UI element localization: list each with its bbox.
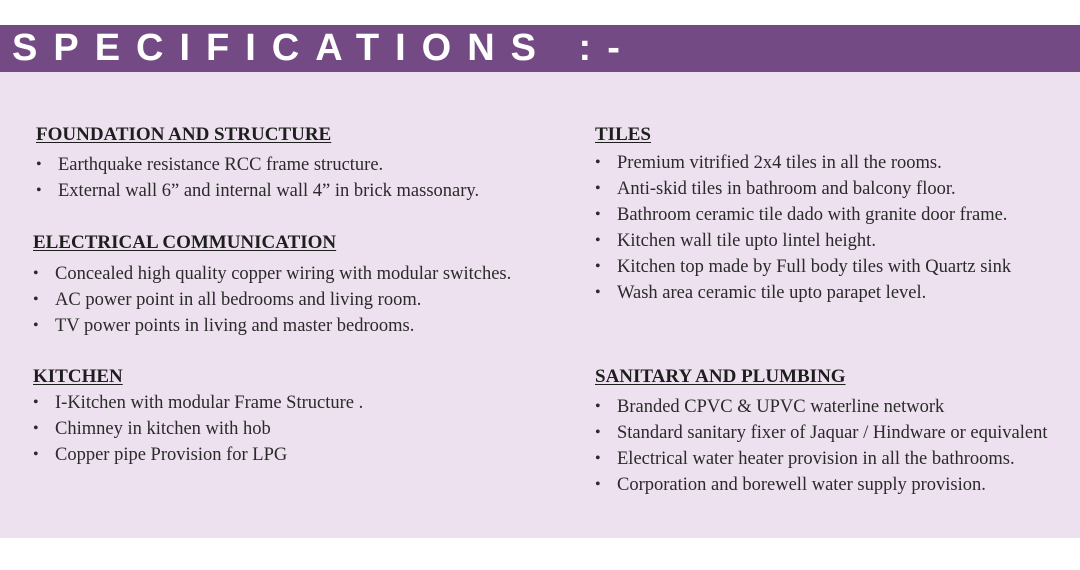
section-heading-foundation: FOUNDATION AND STRUCTURE [36,124,332,145]
page-title: SPECIFICATIONS :- [12,27,636,69]
foundation-list [36,152,479,204]
bullet-icon: • [33,446,39,463]
list-item [595,280,1011,306]
electrical-list [33,261,511,339]
list-item [595,394,1048,420]
section-tiles [595,124,1011,306]
bullet-icon: • [595,476,601,493]
list-item-text: Chimney in kitchen with hob [55,419,271,439]
list-item [595,150,1011,176]
list-item-text: Branded CPVC & UPVC waterline network [617,397,945,417]
bullet-icon: • [33,420,39,437]
section-heading-sanitary: SANITARY AND PLUMBING [595,366,846,387]
bullet-icon: • [595,450,601,467]
bullet-icon: • [595,398,601,415]
specifications-panel [0,72,1080,538]
list-item [595,420,1048,446]
list-item-text: Premium vitrified 2x4 tiles in all the rooms. [617,153,942,173]
bullet-icon: • [595,424,601,441]
list-item-text: Corporation and borewell water supply provision. [617,475,986,495]
list-item-text: I-Kitchen with modular Frame Structure . [55,393,364,413]
list-item [33,442,363,468]
section-electrical [33,232,511,339]
list-item-text: External wall 6” and internal wall 4” in brick massonary. [58,181,480,201]
list-item [36,152,479,178]
list-item [33,287,511,313]
list-item-text: Standard sanitary fixer of Jaquar / Hindware or equivalent [617,423,1048,443]
bullet-icon: • [33,317,39,334]
list-item [595,446,1048,472]
list-item [595,176,1011,202]
bullet-icon: • [36,156,42,173]
bullet-icon: • [595,154,601,171]
bullet-icon: • [33,291,39,308]
specifications-banner [0,25,1080,72]
bullet-icon: • [33,265,39,282]
bullet-icon: • [36,182,42,199]
list-item-text: Kitchen top made by Full body tiles with Quartz sink [617,257,1012,277]
list-item [33,261,511,287]
list-item-text: Electrical water heater provision in all the bathrooms. [617,449,1015,469]
bullet-icon: • [595,232,601,249]
list-item-text: Anti-skid tiles in bathroom and balcony floor. [617,179,956,199]
bullet-icon: • [595,206,601,223]
tiles-list [595,150,1011,306]
list-item [595,472,1048,498]
list-item-text: TV power points in living and master bedrooms. [55,316,415,336]
list-item [33,390,363,416]
list-item-text: Concealed high quality copper wiring with modular switches. [55,264,512,284]
bullet-icon: • [595,180,601,197]
list-item-text: Wash area ceramic tile upto parapet level. [617,283,927,303]
list-item [33,416,363,442]
sanitary-list [595,394,1048,498]
list-item [36,178,479,204]
section-heading-tiles: TILES [595,124,651,145]
section-heading-kitchen: KITCHEN [33,366,123,387]
list-item-text: Copper pipe Provision for LPG [55,445,288,465]
list-item-text: Bathroom ceramic tile dado with granite door frame. [617,205,1008,225]
section-heading-electrical: ELECTRICAL COMMUNICATION [33,232,337,253]
list-item [33,313,511,339]
list-item-text: AC power point in all bedrooms and living room. [55,290,422,310]
section-sanitary [595,366,1048,498]
bullet-icon: • [595,284,601,301]
section-kitchen [33,366,363,468]
list-item-text: Earthquake resistance RCC frame structure. [58,155,384,175]
bullet-icon: • [33,394,39,411]
bullet-icon: • [595,258,601,275]
list-item [595,202,1011,228]
list-item [595,254,1011,280]
list-item [595,228,1011,254]
list-item-text: Kitchen wall tile upto lintel height. [617,231,876,251]
section-foundation [36,124,479,204]
kitchen-list [33,390,363,468]
